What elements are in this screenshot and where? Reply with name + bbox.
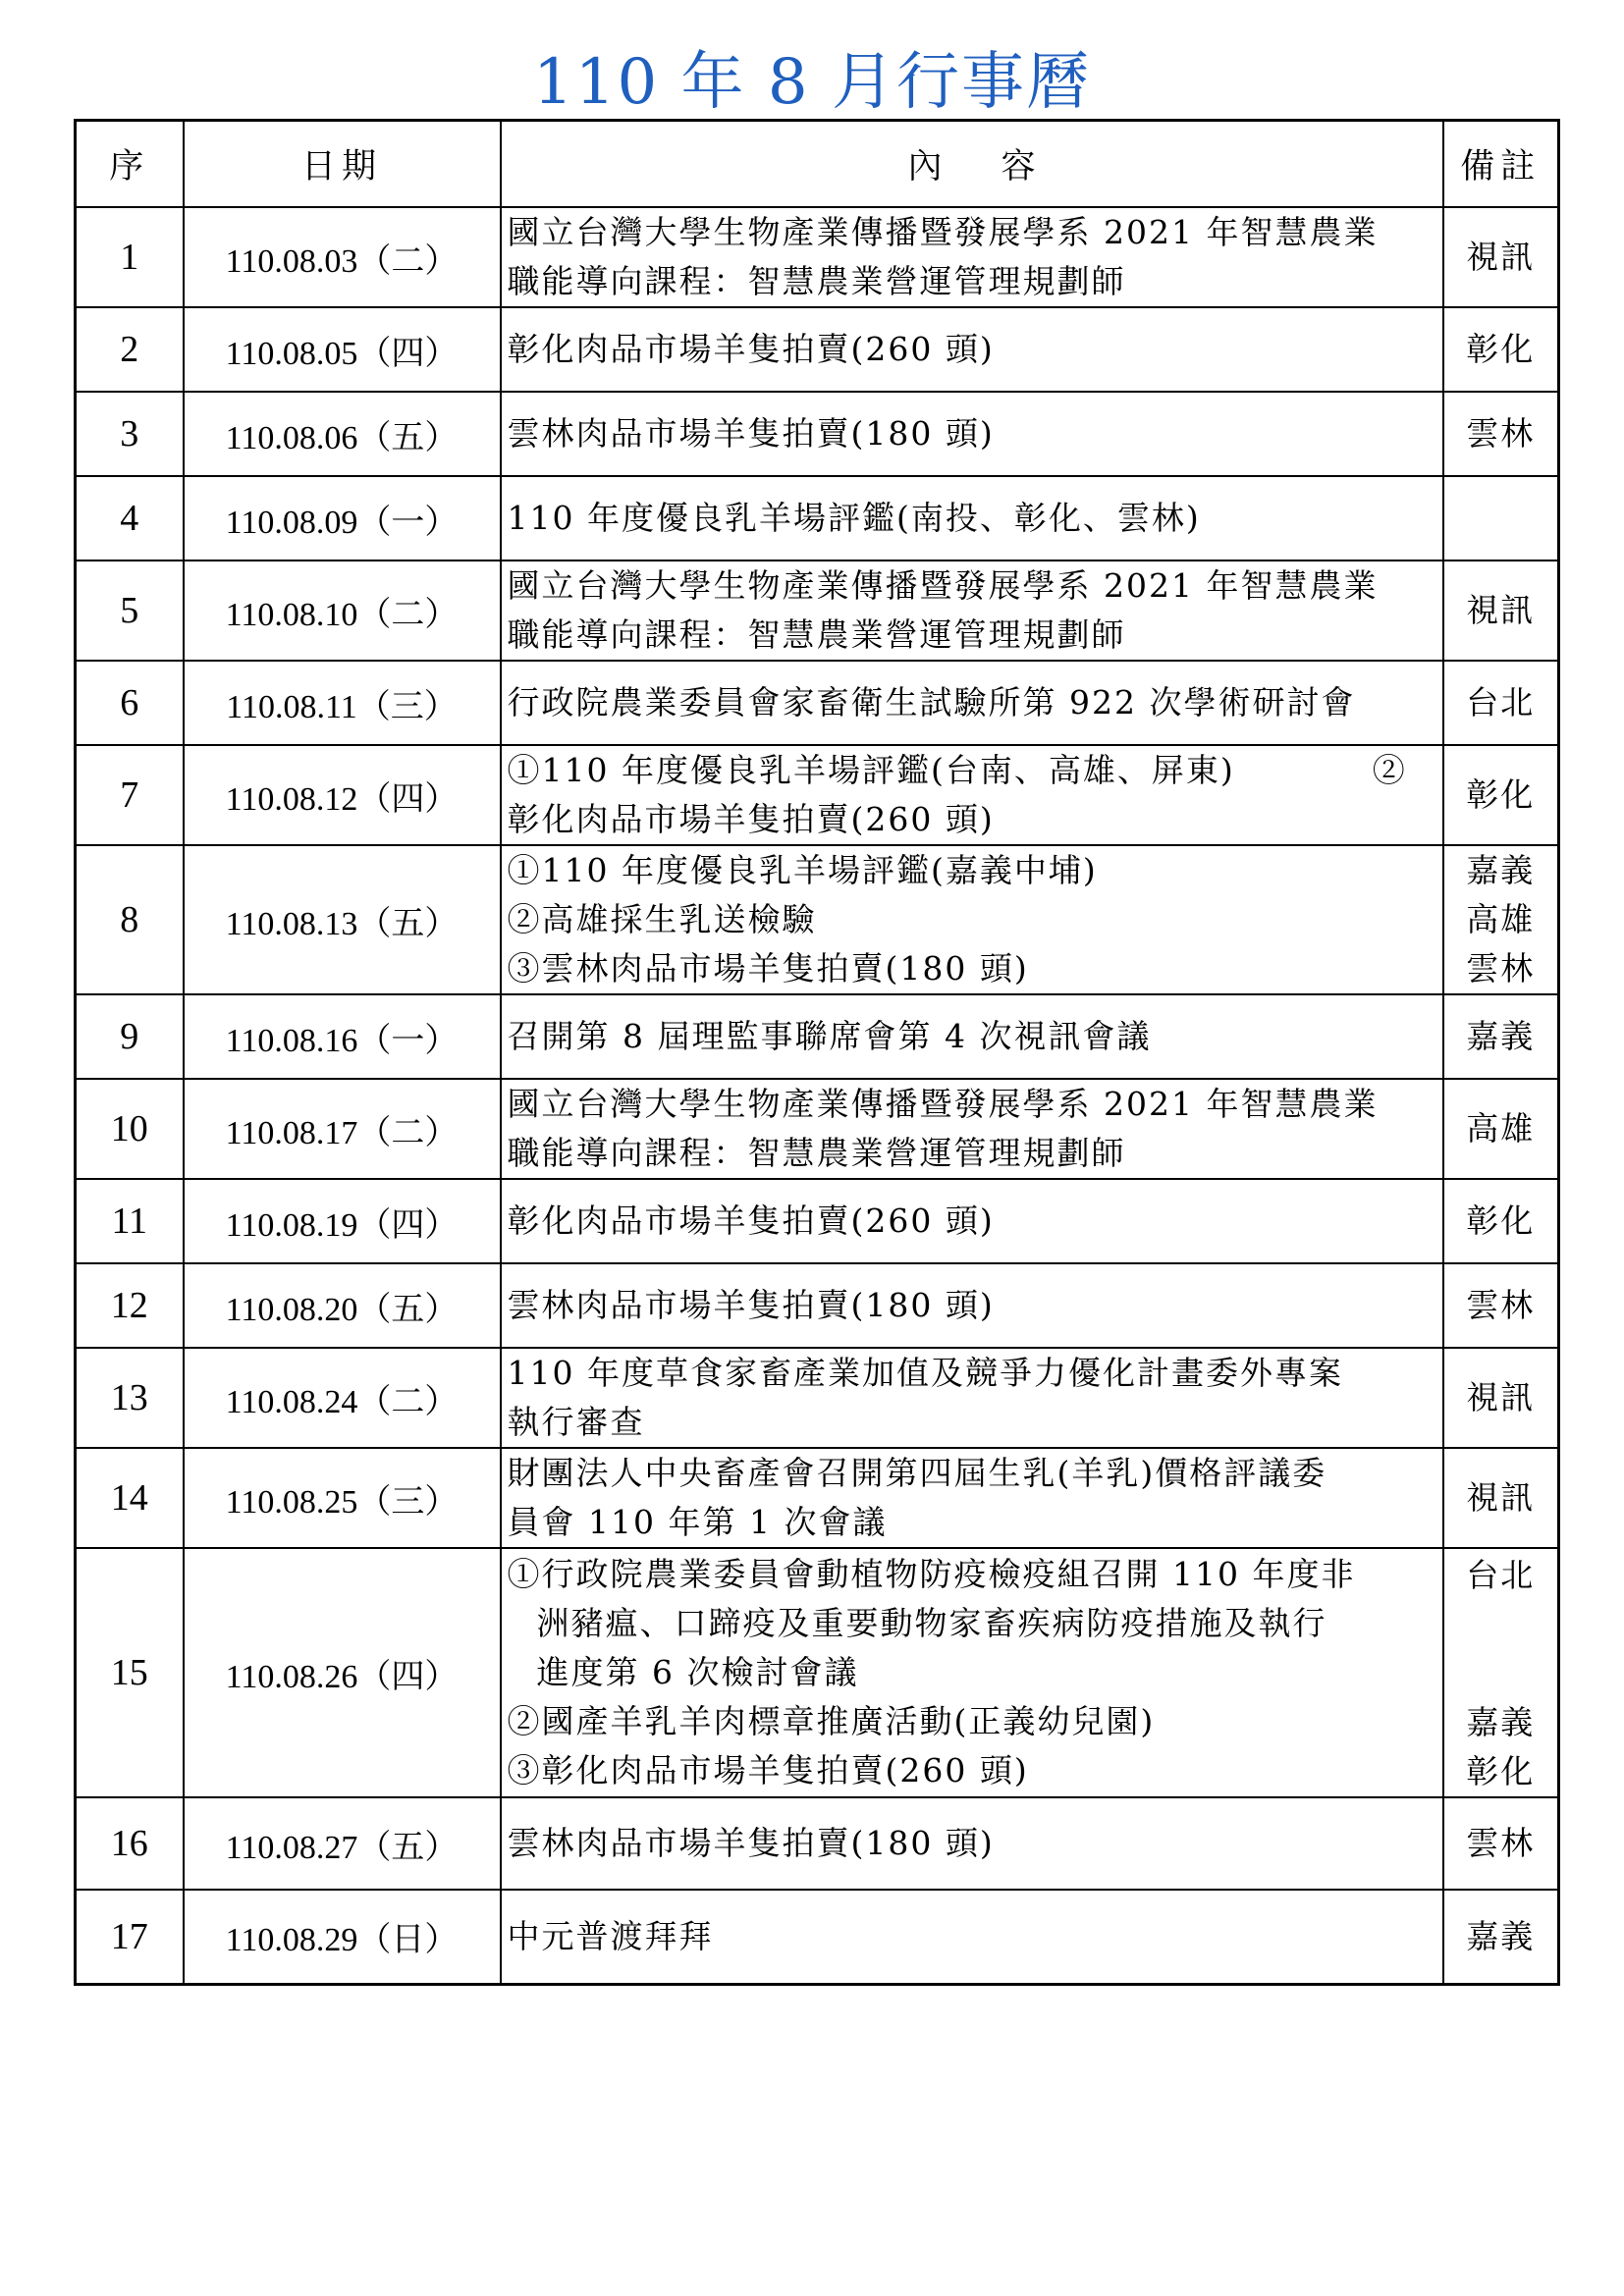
table-header-row (76, 121, 1559, 208)
row-number: 10 (76, 1079, 184, 1179)
row-content (501, 1448, 1443, 1548)
header-note: 備註 (1443, 121, 1559, 208)
row-content (501, 1548, 1443, 1797)
row-content (501, 1179, 1443, 1263)
note-line: 視訊 (1466, 238, 1536, 276)
content-line: ①110 年度優良乳羊場評鑑(台南、高雄、屏東) ② (507, 751, 1407, 789)
table-row (76, 1890, 1559, 1984)
row-note (1443, 1890, 1559, 1984)
table-row (76, 1348, 1559, 1448)
table-row (76, 307, 1559, 392)
note-line: 彰化 (1466, 1752, 1536, 1790)
note-line: 視訊 (1466, 591, 1536, 629)
row-note (1443, 745, 1559, 845)
page-title: 110 年 8 月行事曆 (533, 46, 1091, 119)
content-line: 雲林肉品市場羊隻拍賣(180 頭) (507, 1286, 995, 1324)
row-number: 2 (76, 307, 184, 392)
row-date: 110.08.11（三） (184, 661, 501, 745)
row-content (501, 307, 1443, 392)
row-date: 110.08.05（四） (184, 307, 501, 392)
content-line: 國立台灣大學生物產業傳播暨發展學系 2021 年智慧農業 (507, 1085, 1379, 1123)
row-number: 7 (76, 745, 184, 845)
row-number: 4 (76, 476, 184, 561)
row-content (501, 561, 1443, 661)
content-line: 召開第 8 屆理監事聯席會第 4 次視訊會議 (507, 1017, 1152, 1055)
table-row (76, 661, 1559, 745)
row-number: 13 (76, 1348, 184, 1448)
table-row (76, 392, 1559, 476)
row-content (501, 1079, 1443, 1179)
content-line: 彰化肉品市場羊隻拍賣(260 頭) (507, 330, 995, 368)
table-row (76, 1079, 1559, 1179)
table-row (76, 745, 1559, 845)
content-line: ①110 年度優良乳羊場評鑑(嘉義中埔) (507, 851, 1098, 889)
row-date: 110.08.25（三） (184, 1448, 501, 1548)
header-content: 內容 (501, 121, 1443, 208)
row-note (1443, 1179, 1559, 1263)
row-number: 6 (76, 661, 184, 745)
note-line: 高雄 (1466, 1109, 1536, 1148)
row-content (501, 994, 1443, 1079)
note-line: 彰化 (1466, 1201, 1536, 1240)
content-line: 職能導向課程：智慧農業營運管理規劃師 (507, 262, 1126, 300)
row-note (1443, 994, 1559, 1079)
row-date: 110.08.24（二） (184, 1348, 501, 1448)
table-row (76, 207, 1559, 307)
row-note (1443, 1548, 1559, 1797)
content-line: 110 年度優良乳羊場評鑑(南投、彰化、雲林) (507, 499, 1201, 537)
row-date: 110.08.10（二） (184, 561, 501, 661)
row-date: 110.08.17（二） (184, 1079, 501, 1179)
note-line: 嘉義 (1466, 1017, 1536, 1055)
row-date: 110.08.06（五） (184, 392, 501, 476)
row-note (1443, 561, 1559, 661)
row-content (501, 1348, 1443, 1448)
table-row (76, 1448, 1559, 1548)
content-line: 執行審查 (507, 1403, 645, 1441)
table-row (76, 1263, 1559, 1348)
content-line: ③彰化肉品市場羊隻拍賣(260 頭) (507, 1751, 1029, 1789)
row-content (501, 476, 1443, 561)
table-row (76, 1797, 1559, 1890)
row-content (501, 1890, 1443, 1984)
content-line: 彰化肉品市場羊隻拍賣(260 頭) (507, 1201, 995, 1240)
content-line: 彰化肉品市場羊隻拍賣(260 頭) (507, 800, 995, 838)
row-content (501, 745, 1443, 845)
row-note (1443, 845, 1559, 994)
row-date: 110.08.19（四） (184, 1179, 501, 1263)
note-line: 視訊 (1466, 1378, 1536, 1416)
content-line: ③雲林肉品市場羊隻拍賣(180 頭) (507, 949, 1029, 988)
row-content (501, 1797, 1443, 1890)
content-line: 國立台灣大學生物產業傳播暨發展學系 2021 年智慧農業 (507, 566, 1379, 605)
calendar-table (74, 119, 1560, 1986)
row-number: 8 (76, 845, 184, 994)
content-line: ②高雄採生乳送檢驗 (507, 900, 817, 938)
note-line: 雲林 (1466, 1824, 1536, 1862)
row-content (501, 845, 1443, 994)
note-line (1444, 494, 1558, 543)
note-line: 嘉義 (1466, 1916, 1536, 1955)
table-row (76, 1179, 1559, 1263)
content-line: 中元普渡拜拜 (507, 1916, 714, 1955)
row-number: 16 (76, 1797, 184, 1890)
note-line: 高雄 (1466, 900, 1536, 938)
content-line: 進度第 6 次檢討會議 (536, 1653, 859, 1691)
row-content (501, 207, 1443, 307)
content-line: 洲豬瘟、口蹄疫及重要動物家畜疾病防疫措施及執行 (536, 1604, 1327, 1642)
row-date: 110.08.12（四） (184, 745, 501, 845)
note-line (1444, 1649, 1558, 1698)
row-note (1443, 207, 1559, 307)
row-content (501, 392, 1443, 476)
content-line: 國立台灣大學生物產業傳播暨發展學系 2021 年智慧農業 (507, 213, 1379, 251)
row-number: 17 (76, 1890, 184, 1984)
content-line: ①行政院農業委員會動植物防疫檢疫組召開 110 年度非 (507, 1555, 1356, 1593)
row-date: 110.08.13（五） (184, 845, 501, 994)
row-number: 14 (76, 1448, 184, 1548)
table-row (76, 994, 1559, 1079)
row-note (1443, 307, 1559, 392)
row-note (1443, 392, 1559, 476)
row-number: 11 (76, 1179, 184, 1263)
table-row (76, 1548, 1559, 1797)
row-number: 1 (76, 207, 184, 307)
row-date: 110.08.20（五） (184, 1263, 501, 1348)
content-line: 職能導向課程：智慧農業營運管理規劃師 (507, 1134, 1126, 1172)
row-date: 110.08.29（日） (184, 1890, 501, 1984)
header-no: 序 (76, 121, 184, 208)
note-line (1444, 1600, 1558, 1649)
note-line: 視訊 (1466, 1478, 1536, 1517)
row-note (1443, 1263, 1559, 1348)
row-date: 110.08.26（四） (184, 1548, 501, 1797)
row-number: 12 (76, 1263, 184, 1348)
row-content (501, 1263, 1443, 1348)
header-date: 日期 (184, 121, 501, 208)
row-date: 110.08.03（二） (184, 207, 501, 307)
content-line: 行政院農業委員會家畜衛生試驗所第 922 次學術研討會 (507, 683, 1356, 721)
row-number: 5 (76, 561, 184, 661)
table-row (76, 476, 1559, 561)
note-line: 台北 (1466, 1556, 1536, 1594)
table-row (76, 561, 1559, 661)
row-note (1443, 476, 1559, 561)
row-number: 15 (76, 1548, 184, 1797)
content-line: 雲林肉品市場羊隻拍賣(180 頭) (507, 1824, 995, 1862)
content-line: ②國產羊乳羊肉標章推廣活動(正義幼兒園) (507, 1702, 1156, 1740)
content-line: 110 年度草食家畜產業加值及競爭力優化計畫委外專案 (507, 1354, 1343, 1392)
content-line: 職能導向課程：智慧農業營運管理規劃師 (507, 615, 1126, 654)
note-line: 嘉義 (1466, 851, 1536, 889)
note-line: 雲林 (1466, 949, 1536, 988)
row-content (501, 661, 1443, 745)
note-line: 彰化 (1466, 330, 1536, 368)
row-date: 110.08.16（一） (184, 994, 501, 1079)
table-row (76, 845, 1559, 994)
row-note (1443, 1797, 1559, 1890)
row-number: 9 (76, 994, 184, 1079)
note-line: 雲林 (1466, 1286, 1536, 1324)
content-line: 財團法人中央畜產會召開第四屆生乳(羊乳)價格評議委 (507, 1454, 1327, 1492)
row-note (1443, 1348, 1559, 1448)
row-note (1443, 661, 1559, 745)
row-note (1443, 1448, 1559, 1548)
note-line: 台北 (1466, 683, 1536, 721)
note-line: 彰化 (1466, 775, 1536, 814)
row-date: 110.08.27（五） (184, 1797, 501, 1890)
note-line: 雲林 (1466, 414, 1536, 453)
content-line: 雲林肉品市場羊隻拍賣(180 頭) (507, 414, 995, 453)
row-note (1443, 1079, 1559, 1179)
row-date: 110.08.09（一） (184, 476, 501, 561)
row-number: 3 (76, 392, 184, 476)
note-line: 嘉義 (1466, 1703, 1536, 1741)
content-line: 員會 110 年第 1 次會議 (507, 1503, 888, 1541)
